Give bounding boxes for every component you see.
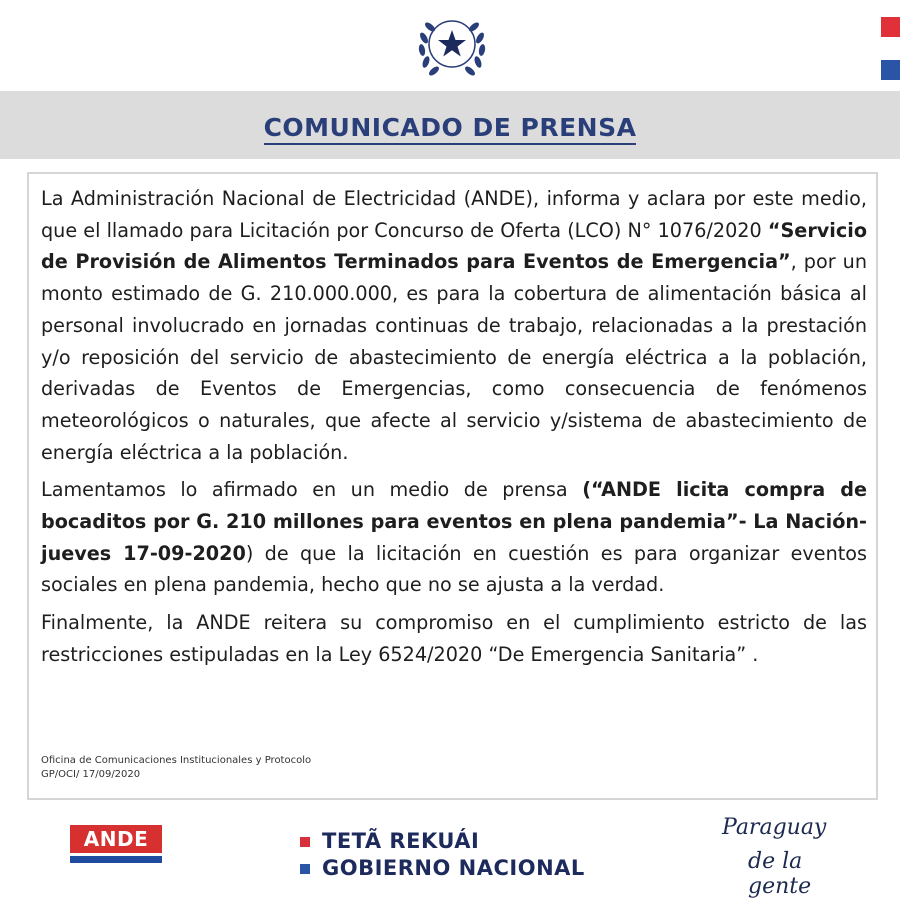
paragraph-3: Finalmente, la ANDE reitera su compromiso en el cumplimiento estricto de las restricciones estipuladas en la Ley 6524/2020 “De Emergencia Sanitaria” . [41,611,867,666]
gov-line-1: TETÃ REKUÁI [322,829,480,853]
ande-logo-text: ANDE [70,825,162,853]
red-square-icon [300,837,310,847]
flag-red-stripe [881,17,900,37]
press-release-body [41,183,867,677]
slogan-line-1: Paraguay [722,815,827,840]
paraguay-slogan-logo [718,815,868,899]
office-signature [41,754,311,782]
reference-code: GP/OCI/ 17/09/2020 [41,769,141,780]
paragraph-1: La Administración Nacional de Electricidad (ANDE), informa y aclara por este medio, que el llamado para Licitación por Concurso de Oferta (LCO) N° 1076/2020 “Servicio de Provisión de Alimentos Terminados para Eventos de Emergencia”, por un monto estimado de G. 210.000.000, es para la cobertura de alimentación básica al personal involucrado en jornadas continuas de trabajo, relacionadas a la prestación y/o reposición del servicio de abastecimiento de energía eléctrica a la población, derivadas de Eventos de Emergencias, como consecuencia de fenómenos meteorológicos o naturales, que afecte al servicio y/sistema de abastecimiento de energía eléctrica a la población. [41,187,867,464]
flag-blue-stripe [881,60,900,80]
paragraph-2: Lamentamos lo afirmado en un medio de prensa (“ANDE licita compra de bocaditos por G. 210 millones para eventos en plena pandemia”- La Nación- jueves 17-09-2020) de que la licitación en cuestión es para organizar eventos sociales en plena pandemia, hecho que no se ajusta a la verdad. [41,478,867,597]
gov-line-2: GOBIERNO NACIONAL [322,856,585,880]
office-name: Oficina de Comunicaciones Institucionales y Protocolo [41,755,312,766]
ande-logo-stripe [70,856,162,863]
slogan-line-2: de la gente [748,849,812,899]
blue-square-icon [300,864,310,874]
government-logo [300,828,585,882]
page-title: COMUNICADO DE PRENSA [0,113,900,142]
wreath-star-seal-icon [412,10,492,82]
